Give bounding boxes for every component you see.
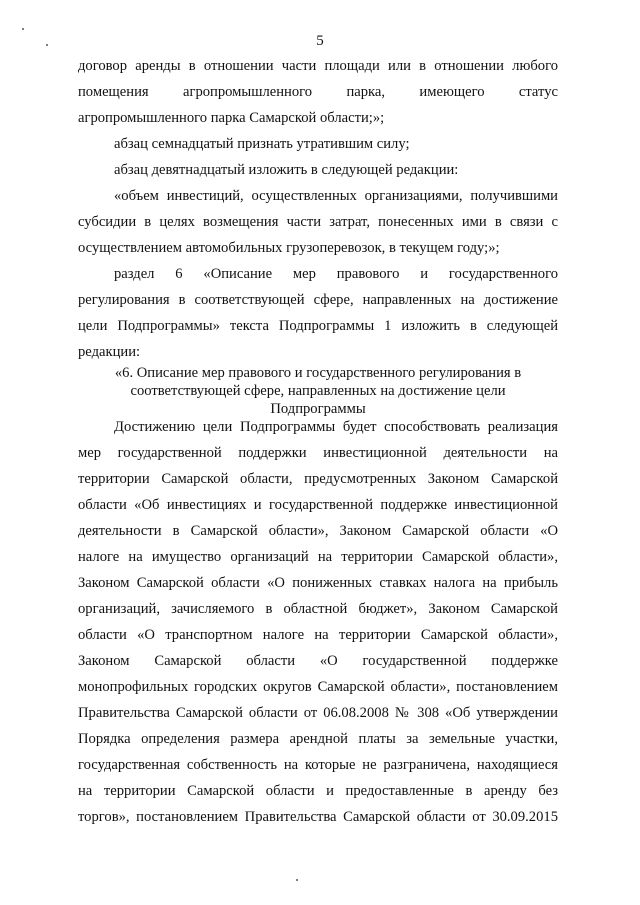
heading-line: «6. Описание мер правового и государственного регулирования в — [114, 365, 522, 381]
text-line: Законом Самарской области «О государственной поддержке — [78, 653, 558, 669]
section-body-text — [78, 414, 558, 830]
text-line: «объем инвестиций, осуществленных организациями, получившими — [114, 188, 558, 204]
text-line: деятельности в Самарской области», Законом Самарской области «О — [78, 523, 558, 539]
scan-speck — [22, 28, 24, 30]
text-line: абзац девятнадцатый изложить в следующей редакции: — [114, 162, 459, 178]
heading-line: Подпрограммы — [270, 401, 366, 417]
text-line: мер государственной поддержки инвестиционной деятельности на — [78, 445, 558, 461]
text-line: торгов», постановлением Правительства Самарской области от 30.09.2015 — [78, 809, 558, 825]
text-line: территории Самарской области, предусмотренных Законом Самарской — [78, 471, 558, 487]
text-line: монопрофильных городских округов Самарской области», постановлением — [78, 679, 558, 695]
heading-line: соответствующей сфере, направленных на достижение цели — [130, 383, 506, 399]
text-line: субсидии в целях возмещения части затрат, понесенных ими в связи с — [78, 214, 558, 230]
text-line: области «Об инвестициях и государственной поддержке инвестиционной — [78, 497, 558, 513]
text-line: осуществлением автомобильных грузоперевозок, в текущем году;»; — [78, 240, 500, 256]
text-line: государственная собственность на которые не разграничена, находящиеся — [78, 757, 558, 773]
text-line: агропромышленного парка Самарской области;»; — [78, 110, 385, 126]
text-line: на территории Самарской области и предоставленные в аренду без — [78, 783, 558, 799]
text-line: организаций, зачисляемого в областной бюджет», Законом Самарской — [78, 601, 558, 617]
text-line: Порядка определения размера арендной платы за земельные участки, — [78, 731, 558, 747]
section-heading — [78, 364, 558, 418]
text-line: раздел 6 «Описание мер правового и государственного — [114, 266, 558, 282]
text-line: редакции: — [78, 344, 141, 360]
page-number: 5 — [316, 33, 324, 49]
text-line: налоге на имущество организаций на территории Самарской области», — [78, 549, 558, 565]
text-line: Достижению цели Подпрограммы будет способствовать реализация — [114, 419, 558, 435]
text-line: договор аренды в отношении части площади или в отношении любого — [78, 58, 558, 74]
text-line: абзац семнадцатый признать утратившим силу; — [114, 136, 410, 152]
text-line: Законом Самарской области «О пониженных ставках налога на прибыль — [78, 575, 558, 591]
text-line: помещения агропромышленного парка, имеющего статус — [78, 84, 558, 100]
text-line: цели Подпрограммы» текста Подпрограммы 1 изложить в следующей — [78, 318, 558, 334]
text-line: области «О транспортном налоге на территории Самарской области», — [78, 627, 558, 643]
text-line: регулирования в соответствующей сфере, направленных на достижение — [78, 292, 558, 308]
amendment-text-block — [78, 53, 558, 365]
text-line: Правительства Самарской области от 06.08.2008 № 308 «Об утверждении — [78, 705, 558, 721]
scan-speck — [46, 44, 48, 46]
scan-speck — [296, 879, 298, 881]
